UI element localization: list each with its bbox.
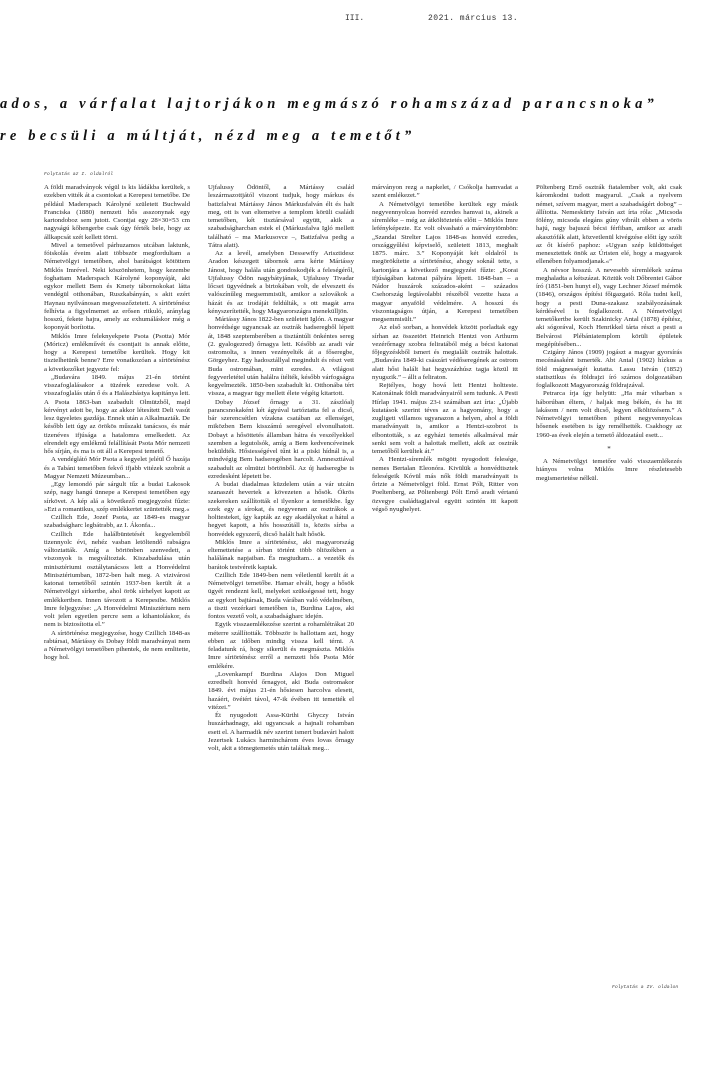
paragraph: Mivel a temetővel párhuzamos utcában laktunk, fóiskolás éveim alatt többször megfordultam a Németvölgyi temetőben, ahol barátságot kötöttem Miklós Imrével. Neki köszönhetem, hogy kezembe foghattam Maderspach Károlyné koponyáját, aki egykor mellett Bem és Kmety tábornokokat látta vendégül otthonában, Ruszkabányán, s akit ezért Haynau nyilvánosan megvesszőztetett. A sírtörténész felhívta a figyelmemet az erősen ritkuló, aránylag hosszú, fekete hajra, amely az exhumáláskor még a koponyát borította. [44, 241, 190, 332]
paragraph: A névsor hosszú. A nevesebb síremlékek száma meghaladta a kétszázat. Köztük volt Dőbrentei Gábor író (1851-ben hunyt el), vagy Lechner József mérnök (1846), országos építési főigazgató. Róla tudni kell, hogy a pesti Duna-szakasz szabályozásának kérdésével is foglalkozott. A Németvölgyi temetőkertbe került Szakinicky Antal (1878) építész, aki sógorával, Koch Henrikkel tárta részt a pesti a Belvárosi Plébániatemplom körüli épületek megépítésében... [536, 266, 682, 348]
paragraph: Egyik visszaemlékezése szerint a rohamlétrákat 20 méterre szállították. Többször is hallottam azt, hogy ebben az időben mindig vissza kell térni. A feladatunk rá, hogy sikerült és megmászta. Miklós Imre sírtörténész erről a nemzeti hős Psota Mór emlékére. [208, 621, 354, 670]
article-column-2 [208, 184, 354, 1064]
paragraph: A budai diadalmas küzdelem után a vár utcáin szanaszét hevertek a kövezeten a hősök. Ókrös szekereken szállították el ilyenkor a temetőkbe. Így ezek egy a sírokat, és negyvenen az osztrákok a holttesteket, így kapták az egy akadályokat a hátul a hegyet kapott, a hős hosszútáll is, közös sírba a honvédek egyszerű, dicső halált halt hősök. [208, 481, 354, 538]
article-column-1 [44, 184, 190, 1064]
paragraph: A Hentzi-síremlék mögött nyugodott felesége, nemes Bertalan Eleonóra. Kivülük a honvédtisztek feleségeik Kóvül más nők földi maradványait is őrizte a Németvölgyi föld. Ernst Pólt, Ritter von Poeltenberg, az Pöltenbergi Pólt Ernő aradi vértanú özvegye családtagjaival együtt szintén itt kapott végső nyughelyet. [372, 456, 518, 513]
paragraph: A Németvölgyi temetőbe kerültek egy másik negyvennyolcas honvéd ezredes hamvai is, akinek a síremléke – még az átköltöztetés előtt – Miklós Imre lefényképezte. Ez volt olvasható a márványtömbön: „Szandai Strelter Lajos 1848-as honvéd ezredes, országgyűlési képviselő, született 1813, meghalt 1875. márc. 3.” Koponyáját két oldalról is megörökítette a sírtörténész, ahogy soknál tette, s kartonjára a következő megjegyzést fűzte: „Korai ifjúságában katonai pályára lépett. 1848-ban – a Nádor huszárok százados-aként – százados Csehország legtávolabbi részéből vezette haza a magyar anyaföld védelmére. A hosszú és viszontagságos útján, a Kerepesi temetőben megsemmisült.” [372, 200, 518, 323]
paragraph: Dobay József őrnagy a 31. zászlóalj parancsnokaként két ágyúval tartóztatta fel a dicső, bár szerencsétlen vízakna csatában az ellenséget, miközben Bem kisszámú seregével elvonulhatott. Dobayt a hősöttetés államban hátra és veszélyekkel szemben a legutolsók, amíg a Bem kedvencéveinek beküldték. Hősiességével tűnt ki a piski hídnál is, a mindvégig Bem hadseregében harcolt. Amnesztiával szabadult az olmützi börtönből. Az új hadseregbe is ezredesként lépetett be. [208, 398, 354, 480]
article-column-3 [372, 184, 518, 1064]
paragraph: A vendéglátó Mór Psota a kegyelet jeléül Ő hazája és a Tabáni temetőben fekvő ifjabb vitézek szobrát a Magyar Nemzeti Múzeumban... [44, 456, 190, 480]
paragraph: Az a levél, amelyben Dessewffy Arisztidesz Aradon készegett tábornok arra kérte Máriássy Jánost, hogy halála után gondoskodjék a feleségéről, Ujfalussy Ödön nagybátyjának, Ujfalussy Tivadar lőcsei ügyvédnek a birtokában volt, de elveszett és valószínűleg megsemmisült, amikor a szlovákok a házát és az irodáját feldúlták, s ott magát arra kényszerítették, hogy Magyarországra menekülljön. [208, 250, 354, 315]
paragraph: Czillich Ede halálbüntetését kegyelemből tizennyolc évi, nehéz vasban letöltendő rabságra változtatták. Amíg a börtönben szenvedett, a viszonyok is megváltoztak. Kiszabadulása után minisztériumi osztálytanácsos lett a Honvédelmi Minisztériumban, 1872-ben halt meg. A vizivárosi katonai temetőből szintén 1937-ben került át a Németvölgyi sírkertbe, ahol örök sírhelyet kapott az emlékkertben. Innen távozott a Kerepesibe. Miklós Imre feljegyzése: „A Honvédelmi Minisztérium nem volt jelen egyetlen percre sem a kihantoláskor, és nem is biztosította el.” [44, 530, 190, 629]
page-header [0, 14, 720, 30]
paragraph: Máriássy János 1822-ben született Iglón. A magyar honvédsége ugyancsak az osztrák hadseregből lépett át, 1848 szeptemberében a tisztántúli önkéntes sereg (2. gyalogezred) őrnagya lett. Később az aradi vár ostromolta, s innen vezényelték át a főseregbe, Görgeyhez. Egy hadosztállyal megindult és részt vett Buda ostromában, mint ezredes. A világosi fegyverletétel után halálra ítélték, később várfogságra kegyelmezték. 1850-ben szabadult ki. Otthonába tért vissza, a magyar ügy mellett élete végéig kitartott. [208, 316, 354, 398]
article-column-4 [536, 184, 682, 599]
paragraph: „Budavára 1849. május 21-én történt visszafoglalásakor a tüzérek ezredese volt. A visszafoglalás után ő és a Halászbástya kapitánya lett. A Psota 1863-ban szabadult Olmützből, majd kérvényt adott be, hogy az akkor létesített Deli vasút lesz ügyeletes gazdája. Ennek után a Alkalmazták. De később lett úgy az örökös műszaki tanácsos, és már tizenéves ifjúsága a hatalomra emelkedett. Az elrendelt egy emlékmű felállítását Psota Mór nemzeti hős sírján, és ma is ott áll a Kerepesi temető. [44, 373, 190, 455]
headline-line-2: re becsüli a múltját, nézd meg a temetőt” [0, 128, 416, 144]
paragraph: „Lovenkampf Burdina Alajos Don Miguel ezredbeli honvéd őrnagyot, aki Buda ostromakor 1849. évi május 21-én hősiesen harcolva elesett, hazáért, övéiért távol, 47-ik évében itt temették el vitézei.” [208, 670, 354, 711]
paragraph: Miklós Imre a sírtörténész, aki magyarország eltemettetése a sírban történt több öltözékben a halálának napjaiban. És megtudtam... a vezetők és barátok testvéreik kaptak. [208, 538, 354, 571]
section-separator: * [607, 444, 611, 453]
paragraph: Czillich Ede 1849-ben nem véletlenül került át a Németvölgyi temetőbe. Hamar elvált, hogy a hősök ügyét rendezni kell, melyeket szükségessé tett, hogy az egykori bajtársak, Buda várában való védelmében, a tiszti vezérkari temetőben is, Burdina Lajos, aki fontos vezető volt, a szabadságharc idején. [208, 571, 354, 620]
continued-to-note: Folytatás a IV. oldalon [612, 985, 679, 990]
paragraph: Czigány János (1909) jogászt a magyar gyorsírás mecénásaként ismerték. Abt Antal (1902) hízkus a föld mágnességét kutatta. Lassu István (1852) statisztikus és földrajzi író számos dolgozatában foglalkozott Magyarország földrajzával. [536, 349, 682, 389]
paragraph: A sírtörténész megjegyzése, hogy Czillich 1848-as rabtársai, Máriássy és Dobay földi maradványai nem a Németvölgyi temetőben pihentek, de nem emlitette, hogy hol. [44, 629, 190, 662]
article-body [44, 184, 684, 1064]
paragraph: Czillich Ede, Jozef Psota, az 1849-es magyar szabadságharc legbátrabb, az I. Ákonfa... [44, 514, 190, 530]
paragraph: Miklós Imre feleknyekpete Psota (Psotta) Mór (Móricz) emlékművét és csontjait is annak előtte, hogy a Kerepesi temetőbe kerültek. Hogy kit tisztelhetünk benne? Erre vonatkozóan a sírtörténész a következőket jegyezte fel: [44, 332, 190, 373]
headline-line-1: ados, a várfalat lajtorjákon megmászó rohamszázad parancsnoka” [0, 96, 658, 112]
paragraph: „Egy lemondó pár sárgult tűz a budai Lakosok szép, nagy hangú ünnepe a Kerepesi temetőben egy sírkövet. A kép alá a következő megjegyzést fűzte: »Ezt a romantikus, szép emlékkertet szüntették meg.« [44, 481, 190, 513]
paragraph: márványon rezg a napkelet, / Csókolja hamvadat a szent emlékezet.” [372, 184, 518, 200]
page-number: III. [345, 14, 365, 23]
paragraph: Pöltenberg Ernő osztrák fiatalember volt, aki csak káromkodni tudott magyarul. „Csak a nyelvem német, szívem magyar, mert a szabadságért dobog” – állította. Nemeskürty István azt írta róla: „Micsoda fölény, micsoda elegáns gúny vibrált ebben a vörös hajú, nagy bajuszú bécsi férfiban, amikor az aradi akasztófák alatt, közvetlenül kivégzése előtt így szólt az őt kísérő paphoz: »Ugyan szép küldöttséget menesztettek önök az Úristen elé, hogy a magyarok ellenében folyamodjanak.«” [536, 184, 682, 266]
continued-from-note: Folytatás az I. oldalról [44, 172, 114, 177]
paragraph: Rejtélyes, hogy hová lett Hentzi holtteste. Katonáinak földi maradványairól sem tudunk. A Pesti Hírlap 1941. május 23-i számában azt írta: „Újabb kutatások szerint téves az a hagyomány, hogy a zugligeti villamos ugyanazon a helyen, ahol a földi maradványait is, amikor a Hentzi-szobrot is elbontották, s az egyházi temetés alkalmával már senki sem volt a halottak mellett, akik az osztrák temetőből kerültek át.” [372, 382, 518, 455]
paragraph: A földi maradványok végül is kis ládákba kerültek, s ezekben vitték át a csontokat a Kerepesi temetőbe. De például Maderspach Károlyné született Buchwald Franciska (1880) nemzeti hős asszonynak egy kartondoboz sem jutott. Csontjai egy 28×30×53 cm nagyságú kőhengerbe csak úgy férték bele, hogy az állkapcsát szét kellett törni. [44, 184, 190, 241]
paragraph: Ét nyugodott Assa-Kürthi Ghyczy István huszárhadnagy, aki ugyancsak a hajnali rohamban esett el. A harmadik név szerint ismert budavári halott Jezertsek Lukács harminchárom éves lovas őrnagy volt, akit a tömegtemetés után találtak meg... [208, 712, 354, 752]
paragraph: Petrarca írja így helyütt: „Ha már viharban s háborúban éltem, / haljak meg békén, és ha itt lakásom / nem volt dicső, legyen elköltözésem.” A Németvölgyi temetőben pihent negyvennyolcas hősenek esetében is így remélhették. Csakhogy az 1960-as évek elején a temető áldozatául esett... [536, 390, 682, 439]
paragraph: Az első sorban, a honvédek között porladtak egy sírhan az összetört Heinrich Hentzi von Arthurm vezérőrnagy szobra feliratából még a bécsi katonai főjegyzéskből ismert és megtalált osztrák halottak. „Budavára 1849-ki császári védőseregének az ostrom alatt hősi halált hat hegyszázhúsz tagja közül itt nyugszik.” – állt a feliraton. [372, 324, 518, 381]
paragraph: Ujfalussy Ödöntől, a Máriássy család leszármazottjától viszont tudjuk, hogy márkus és batizfalvai Máriássy János Márkusfalván élt és halt meg, ott is van eltemetve a templom körüli családi temetőben, két tisztársával együtt, akik a szabadságharcban estek el (Márkusfalva Igló mellett található – ma Markusovce –, Batizfalva pedig a Tátra alatt). [208, 184, 354, 249]
issue-date: 2021. március 13. [428, 14, 519, 23]
paragraph: A Németvölgyi temetőre való visszaemlékezés hiányos volna Miklós Imre részletesebb megismertetése nélkül. [536, 458, 682, 482]
